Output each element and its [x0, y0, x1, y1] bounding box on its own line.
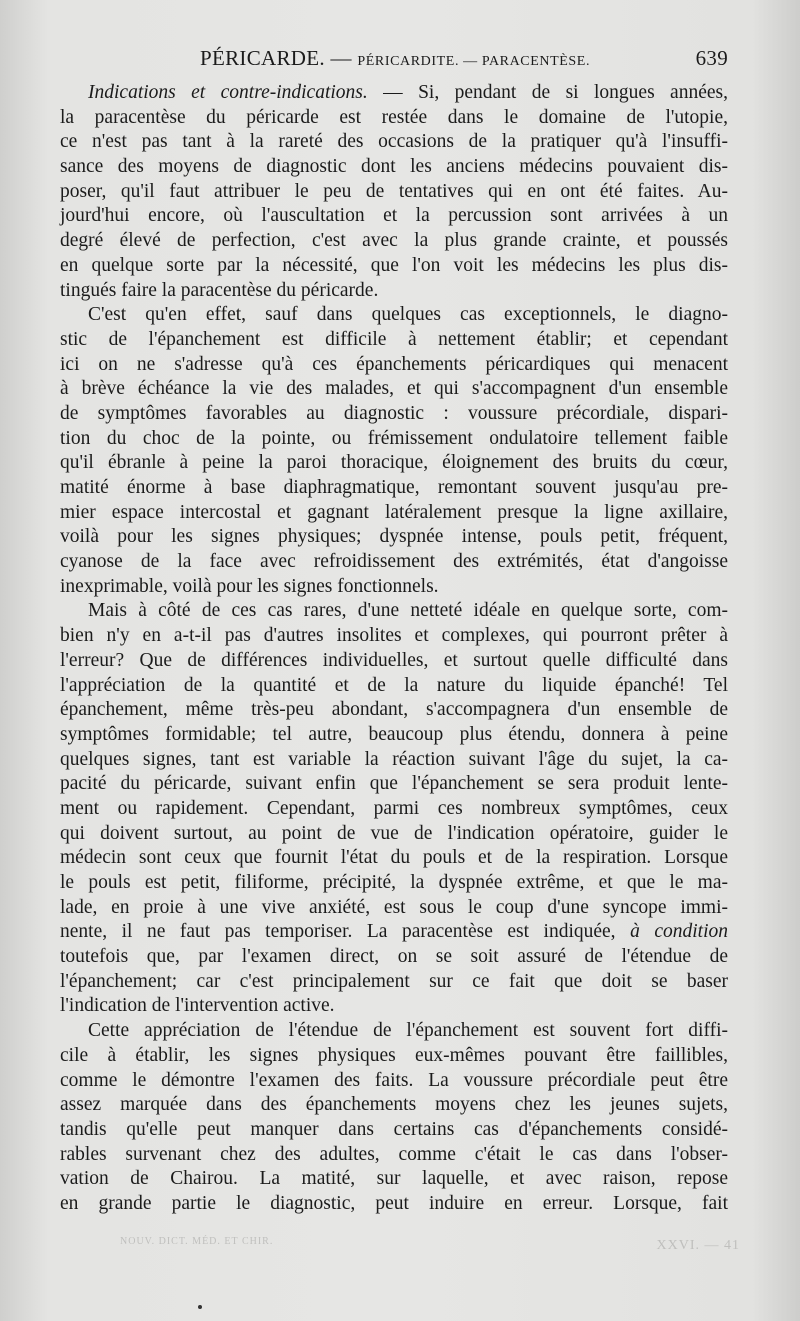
- text-line: en quelque sorte par la nécessité, que l'on voit les médecins les plus dis-: [60, 254, 728, 276]
- emphasis-span: à condition: [630, 921, 728, 943]
- text-line: qui doivent surtout, au point de vue de l'indication opératoire, guider le: [60, 822, 728, 844]
- text-line: poser, qu'il faut attribuer le peu de tentatives qui en ont été faites. Au-: [60, 180, 728, 202]
- running-title-main: PÉRICARDE. —: [200, 46, 358, 70]
- text-line: pacité du péricarde, suivant enfin que l'épanchement se sera produit lente-: [60, 773, 728, 795]
- text-span: — Si, pendant de si longues années,: [367, 82, 728, 103]
- text-line: C'est qu'en effet, sauf dans quelques cas exceptionnels, le diagno-: [88, 304, 728, 326]
- text-line: assez marquée dans des épanchements moyens chez les jeunes sujets,: [60, 1094, 728, 1116]
- text-line: tingués faire la paracentèse du péricarde.: [60, 279, 379, 301]
- text-line: le pouls est petit, filiforme, précipité, la dyspnée extrême, et que le ma-: [60, 872, 728, 893]
- text-line: rables survenant chez des adultes, comme c'était le cas dans l'obser-: [60, 1143, 728, 1165]
- text-line: inexprimable, voilà pour les signes fonctionnels.: [60, 575, 439, 597]
- text-line: lade, en proie à une vive anxiété, est sous le coup d'une syncope immi-: [60, 896, 728, 918]
- text-line: médecin sont ceux que fournit l'état du pouls et de la respiration. Lorsque: [60, 847, 728, 869]
- text-line: cyanose de la face avec refroidissement des extrémités, état d'angoisse: [60, 551, 728, 573]
- text-line: mier espace intercostal et gagnant latéralement presque la ligne axillaire,: [60, 501, 728, 523]
- text-line: comme le démontre l'examen des faits. La voussure précordiale peut être: [60, 1069, 728, 1091]
- text-line: tion du choc de la pointe, ou frémissement ondulatoire tellement faible: [60, 427, 728, 449]
- running-header: [88, 46, 728, 76]
- text-line: voilà pour les signes physiques; dyspnée intense, pouls petit, fréquent,: [60, 526, 728, 548]
- text-line: tandis qu'elle peut manquer dans certains cas d'épanchements considé-: [60, 1118, 728, 1140]
- page-number: 639: [695, 46, 728, 70]
- text-line: cile à établir, les signes physiques eux-mêmes pouvant être faillibles,: [60, 1044, 728, 1066]
- section-heading: Indications et contre-indications.: [88, 82, 368, 103]
- text-line: l'épanchement; car c'est principalement sur ce fait que doit se baser: [60, 970, 728, 992]
- text-span: nente, il ne faut pas temporiser. La paracentèse est indiquée,: [60, 921, 631, 943]
- text-line: l'appréciation de la quantité et de la nature du liquide épanché! Tel: [60, 674, 728, 696]
- text-line: en grande partie le diagnostic, peut induire en erreur. Lorsque, fait: [60, 1192, 728, 1214]
- text-line: la paracentèse du péricarde est restée dans le domaine de l'utopie,: [60, 106, 728, 128]
- running-title-subtitle: PÉRICARDITE. — PARACENTÈSE.: [357, 54, 591, 69]
- text-line: [60, 81, 728, 106]
- text-line: quelques signes, tant est variable la réaction suivant l'âge du sujet, la ca-: [60, 748, 728, 770]
- text-line: sance des moyens de diagnostic dont les anciens médecins pouvaient dis-: [60, 156, 728, 178]
- footer-volume-mark: XXVI. — 41: [656, 1238, 740, 1253]
- text-line: qu'il ébranle à peine la paroi thoracique, éloignement des bruits du cœur,: [60, 452, 728, 474]
- text-line: Cette appréciation de l'étendue de l'épanchement est souvent fort diffi-: [88, 1020, 728, 1042]
- text-line: Mais à côté de ces cas rares, d'une netteté idéale en quelque sorte, com-: [88, 600, 728, 622]
- text-line: l'indication de l'intervention active.: [60, 995, 335, 1017]
- text-line: ce n'est pas tant à la rareté des occasions de la pratiquer qu'à l'insuffi-: [60, 131, 728, 153]
- page-footer: [120, 1232, 740, 1272]
- text-line: bien n'y en a-t-il pas d'autres insolites et complexes, qui pourront prêter à: [60, 625, 728, 647]
- text-line: ici on ne s'adresse qu'à ces épanchements péricardiques qui menacent: [60, 353, 728, 375]
- text-line: de symptômes favorables au diagnostic : voussure précordiale, dispari-: [60, 402, 728, 424]
- body-text: [60, 81, 728, 1217]
- text-line: [60, 920, 728, 945]
- text-line: épanchement, même très-peu abondant, s'accompagnera d'un ensemble de: [60, 699, 728, 721]
- ink-speck: [198, 1305, 202, 1309]
- text-line: à brève échéance la vie des malades, et qui s'accompagnent d'un ensemble: [60, 378, 728, 400]
- text-line: jourd'hui encore, où l'auscultation et la percussion sont arrivées à un: [60, 205, 728, 227]
- running-title: [200, 46, 590, 71]
- text-line: vation de Chairou. La matité, sur laquelle, et avec raison, repose: [60, 1168, 728, 1190]
- text-line: toutefois que, par l'examen direct, on se soit assuré de l'étendue de: [60, 946, 728, 968]
- text-line: matité énorme à base diaphragmatique, remontant souvent jusqu'au pre-: [60, 477, 728, 498]
- footer-signature: NOUV. DICT. MÉD. ET CHIR.: [120, 1236, 274, 1247]
- text-line: symptômes formidable; tel autre, beaucoup plus étendu, donnera à peine: [60, 723, 728, 745]
- text-line: l'erreur? Que de différences individuelles, et surtout quelle difficulté dans: [60, 649, 728, 671]
- text-line: ment ou rapidement. Cependant, parmi ces nombreux symptômes, ceux: [60, 797, 728, 819]
- text-line: stic de l'épanchement est difficile à nettement établir; et cependant: [60, 328, 728, 350]
- text-line: degré élevé de perfection, c'est avec la plus grande crainte, et poussés: [60, 230, 728, 252]
